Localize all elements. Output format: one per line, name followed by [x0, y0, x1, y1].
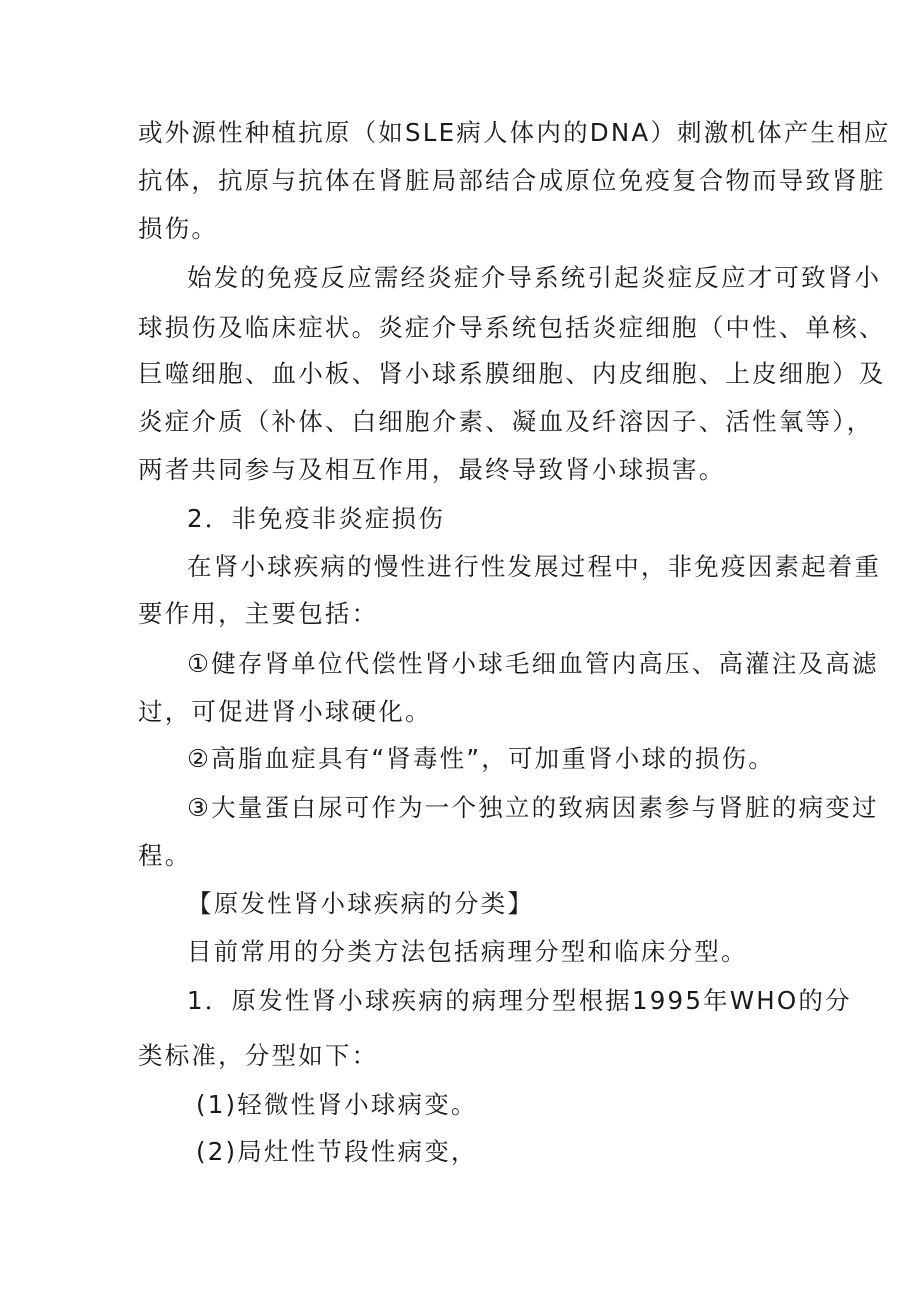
list-item: ③大量蛋白尿可作为一个独立的致病因素参与肾脏的病变过	[187, 793, 879, 822]
text-line: 要作用，主要包括：	[138, 599, 379, 628]
list-item: (2)局灶性节段性病变，	[196, 1137, 478, 1166]
text-line: 损伤。	[138, 214, 219, 243]
text-line: 球损伤及临床症状。炎症介导系统包括炎症细胞（中性、单核、	[138, 313, 886, 342]
paragraph-first-line: 在肾小球疾病的慢性进行性发展过程中，非免疫因素起着重	[187, 552, 882, 581]
section-heading: 2．非免疫非炎症损伤	[187, 504, 446, 533]
text-line: 类标准，分型如下：	[138, 1041, 379, 1070]
paragraph-first-line: 始发的免疫反应需经炎症介导系统引起炎症反应才可致肾小	[187, 263, 882, 292]
text-line: 炎症介质（补体、白细胞介素、凝血及纤溶因子、活性氧等），	[138, 407, 874, 436]
text-line: 抗体，抗原与抗体在肾脏局部结合成原位免疫复合物而导致肾脏	[138, 166, 886, 195]
paragraph-first-line: 目前常用的分类方法包括病理分型和临床分型。	[187, 937, 748, 966]
text-line: 或外源性种植抗原（如SLE病人体内的DNA）刺激机体产生相应	[138, 118, 891, 147]
text-line: 过，可促进肾小球硬化。	[138, 697, 432, 726]
text-line: 巨噬细胞、血小板、肾小球系膜细胞、内皮细胞、上皮细胞）及	[138, 359, 886, 388]
list-item: ①健存肾单位代偿性肾小球毛细血管内高压、高灌注及高滤	[187, 649, 879, 678]
section-heading: 【原发性肾小球疾病的分类】	[187, 889, 535, 918]
paragraph-first-line: 1．原发性肾小球疾病的病理分型根据1995年WHO的分	[187, 986, 852, 1015]
list-item: ②高脂血症具有“肾毒性”，可加重肾小球的损伤。	[187, 744, 775, 773]
list-item: (1)轻微性肾小球病变。	[196, 1090, 478, 1119]
text-line: 程。	[138, 841, 192, 870]
text-line: 两者共同参与及相互作用，最终导致肾小球损害。	[138, 455, 726, 484]
